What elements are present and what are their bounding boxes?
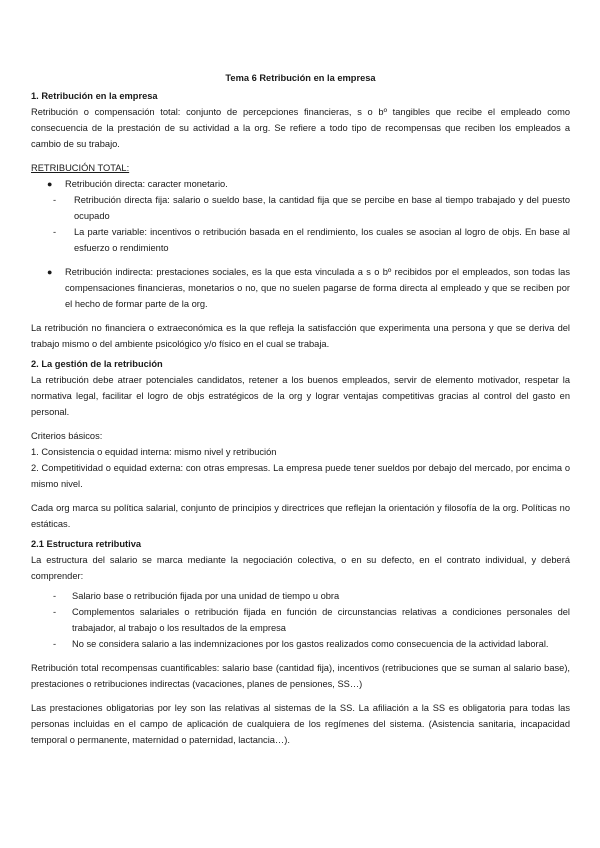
- section-heading-1: 1. Retribución en la empresa: [31, 91, 158, 101]
- bullet-icon: ●: [47, 267, 53, 277]
- bullet-item-retribucion-indirecta: [31, 264, 570, 312]
- bullet-item-retribucion-directa: [31, 176, 570, 192]
- criterios-label: Criterios básicos:: [31, 431, 103, 441]
- dash-item-salario-base: [31, 588, 570, 604]
- bullet-text: Retribución directa: caracter monetario.: [65, 179, 228, 189]
- section-heading-2-1: 2.1 Estructura retributiva: [31, 539, 142, 549]
- dash-item-complementos-salariales: [31, 604, 570, 636]
- document-title: Tema 6 Retribución en la empresa: [225, 73, 376, 83]
- paragraph-gestion-retribucion: La retribución debe atraer potenciales candidatos, retener a los buenos empleados, servir de elemento motivador, respetar la normativa legal, facilitar el logro de objs estratégicos de la org y lograr ventajas competitivas gracias al control del gasto en personal.: [31, 375, 570, 417]
- paragraph-prestaciones-obligatorias: Las prestaciones obligatorias por ley son las relativas al sistemas de la SS. La afiliación a la SS es obligatoria para todas las personas incluidas en el campo de aplicación de cualquiera de los regímenes del sistema. (Asistencia sanitaria, incapacidad temporal o permanente, maternidad o paternidad, lactancia…).: [31, 703, 570, 745]
- bullet-icon: ●: [47, 179, 53, 189]
- dash-icon: -: [53, 607, 57, 617]
- dash-text: Salario base o retribución fijada por una unidad de tiempo u obra: [72, 591, 340, 601]
- dash-icon: -: [53, 591, 57, 601]
- dash-item-directa-fija: [31, 192, 570, 224]
- criterio-2: 2. Competitividad o equidad externa: con otras empresas. La empresa puede tener sueldos por debajo del mercado, por encima o mismo nivel.: [31, 463, 570, 489]
- paragraph-politica-salarial: Cada org marca su política salarial, conjunto de principios y directrices que reflejan la orientación y filosofía de la org. Políticas no estáticas.: [31, 503, 570, 529]
- dash-item-indemnizaciones: [31, 636, 570, 652]
- criterio-1: 1. Consistencia o equidad interna: mismo nivel y retribución: [31, 447, 277, 457]
- paragraph-retribucion-no-financiera: La retribución no financiera o extraeconómica es la que refleja la satisfacción que experimenta una persona y que se deriva del trabajo mismo o del ambiente psicológico y/o físico en el cual se trabaja.: [31, 323, 570, 349]
- paragraph-estructura-salario: La estructura del salario se marca mediante la negociación colectiva, o en su defecto, en el contrato individual, y deberá comprender:: [31, 555, 570, 581]
- dash-text: Retribución directa fija: salario o sueldo base, la cantidad fija que se percibe en base al tiempo trabajado y del puesto ocupado: [74, 195, 570, 221]
- dash-text: La parte variable: incentivos o retribución basada en el rendimiento, los cuales se asocian al logro de objs. En base al esfuerzo o rendimiento: [74, 227, 570, 253]
- section-heading-2: 2. La gestión de la retribución: [31, 359, 163, 369]
- dash-icon: -: [53, 195, 57, 205]
- dash-text: No se considera salario a las indemnizaciones por los gastos realizados como consecuencia de la actividad laboral.: [72, 639, 549, 649]
- retribucion-total-heading: RETRIBUCIÓN TOTAL:: [31, 163, 130, 173]
- dash-icon: -: [53, 227, 57, 237]
- paragraph-retribucion-total-def: Retribución o compensación total: conjunto de percepciones financieras, s o bº tangibles que recibe el empleado como consecuencia de la prestación de su actividad a la org. Se refiere a todo tipo de recompensas que reciben los empleados a cambio de su trabajo.: [31, 107, 570, 149]
- dash-item-parte-variable: [31, 224, 570, 256]
- paragraph-recompensas-cuantificables: Retribución total recompensas cuantificables: salario base (cantidad fija), incentivos (retribuciones que se suman al salario base), prestaciones o retribuciones indirectas (vacaciones, planes de pensiones, SS…): [31, 663, 570, 689]
- dash-icon: -: [53, 639, 57, 649]
- bullet-text: Retribución indirecta: prestaciones sociales, es la que esta vinculada a s o bº recibidos por el empleados, son todas las compensaciones financieras, monetarios o no, que no suelen pagarse de forma directa al empleado y que se reciben por el hecho de formar parte de la org.: [65, 267, 570, 309]
- dash-text: Complementos salariales o retribución fijada en función de circunstancias relativas a condiciones personales del trabajador, al trabajo o los resultados de la empresa: [72, 607, 570, 633]
